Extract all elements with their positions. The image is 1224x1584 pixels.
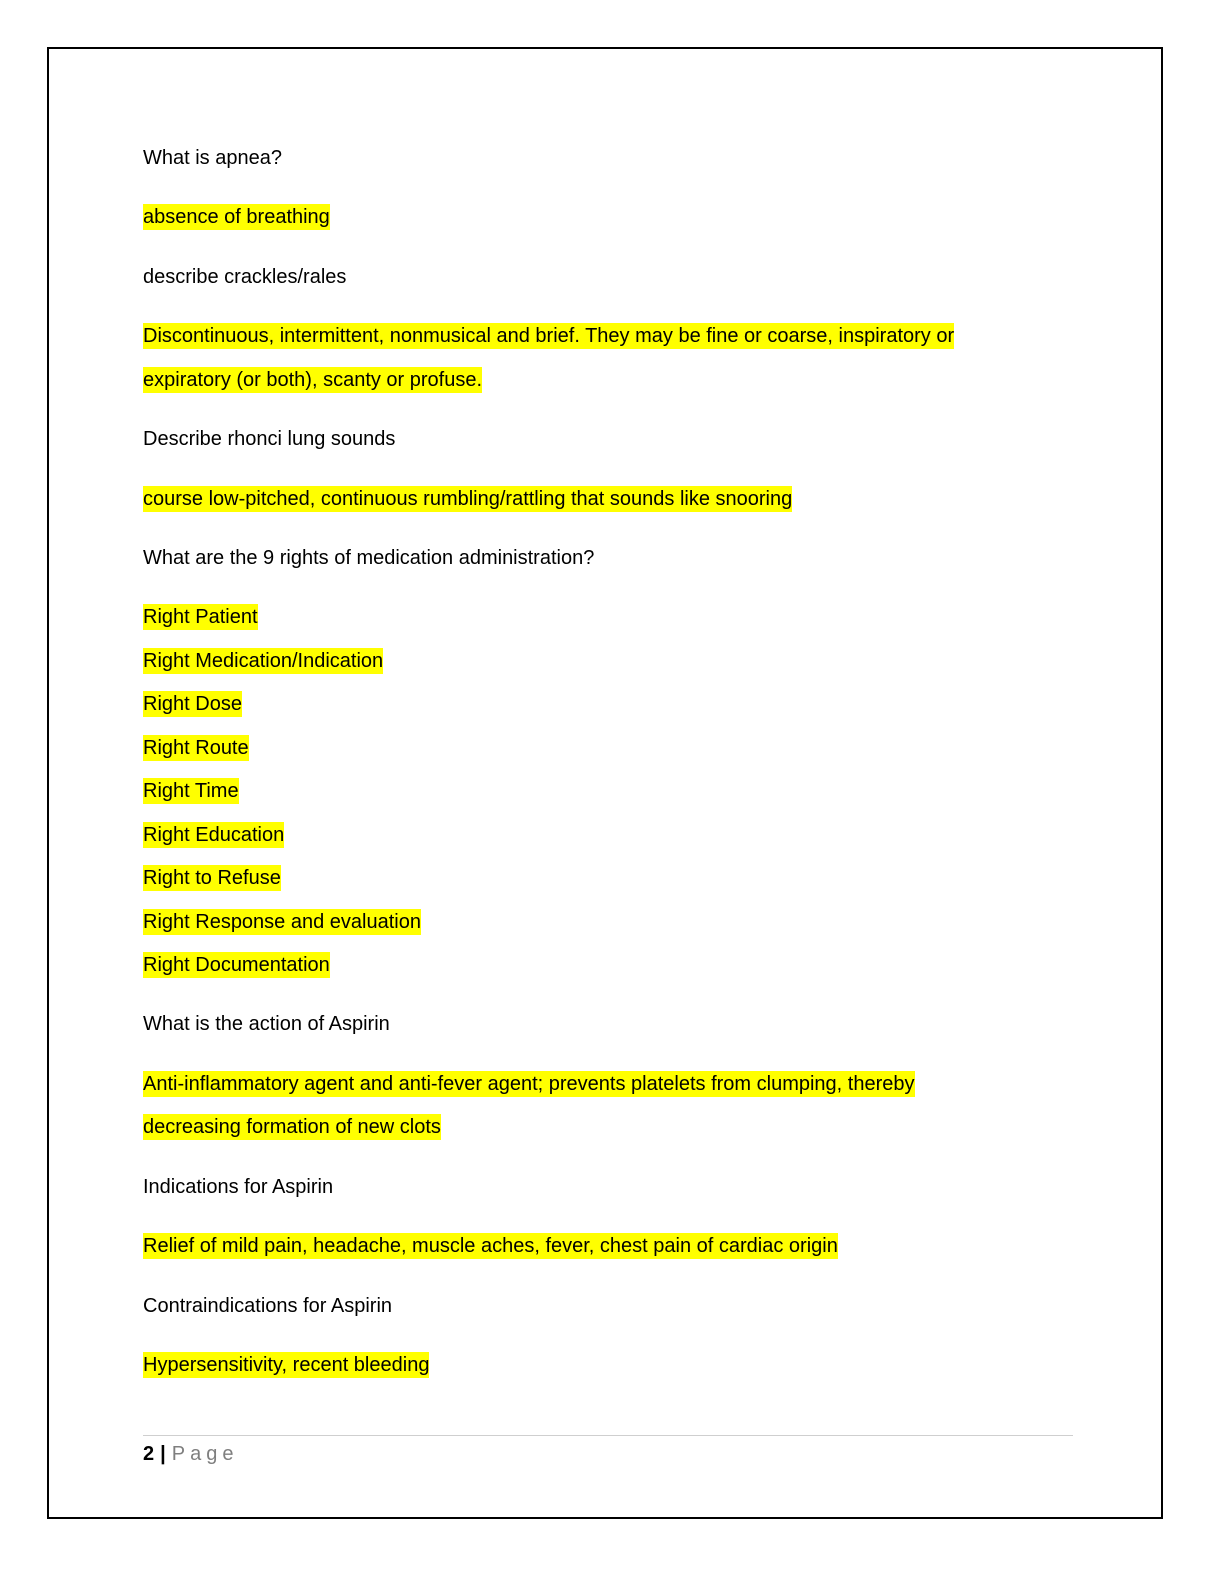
right-item: Right Route xyxy=(143,737,249,759)
answer-apnea: absence of breathing xyxy=(143,206,330,228)
answer-aspirin-contraindications: Hypersensitivity, recent bleeding xyxy=(143,1354,430,1376)
question-aspirin-contraindications: Contraindications for Aspirin xyxy=(143,1295,393,1317)
right-item: Right Documentation xyxy=(143,954,330,976)
answer-crackles-line-1: Discontinuous, intermittent, nonmusical and brief. They may be fine or coarse, inspiratory or xyxy=(143,325,955,347)
question-apnea: What is apnea? xyxy=(143,147,282,169)
right-item: Right Medication/Indication xyxy=(143,650,384,672)
right-item: Right Dose xyxy=(143,693,242,715)
footer-rule xyxy=(143,1435,1073,1436)
question-aspirin-indications: Indications for Aspirin xyxy=(143,1176,334,1198)
answer-rhonchi: course low-pitched, continuous rumbling/rattling that sounds like snooring xyxy=(143,488,793,510)
right-item: Right Time xyxy=(143,780,239,802)
question-aspirin-action: What is the action of Aspirin xyxy=(143,1013,390,1035)
page-number: 2 xyxy=(143,1443,155,1465)
answer-aspirin-action-line-1: Anti-inflammatory agent and anti-fever agent; prevents platelets from clumping, thereby xyxy=(143,1073,915,1095)
question-rhonchi: Describe rhonci lung sounds xyxy=(143,428,396,450)
right-item: Right Patient xyxy=(143,606,258,628)
answer-aspirin-indications: Relief of mild pain, headache, muscle aches, fever, chest pain of cardiac origin xyxy=(143,1235,838,1257)
footer-separator: | xyxy=(160,1443,166,1465)
answer-aspirin-action-line-2: decreasing formation of new clots xyxy=(143,1116,441,1138)
page-footer xyxy=(143,1439,238,1469)
question-nine-rights: What are the 9 rights of medication administration? xyxy=(143,547,595,569)
question-crackles: describe crackles/rales xyxy=(143,266,347,288)
right-item: Right to Refuse xyxy=(143,867,281,889)
right-item: Right Response and evaluation xyxy=(143,911,421,933)
right-item: Right Education xyxy=(143,824,285,846)
answer-crackles-line-2: expiratory (or both), scanty or profuse. xyxy=(143,369,483,391)
page-label: Page xyxy=(171,1443,239,1465)
